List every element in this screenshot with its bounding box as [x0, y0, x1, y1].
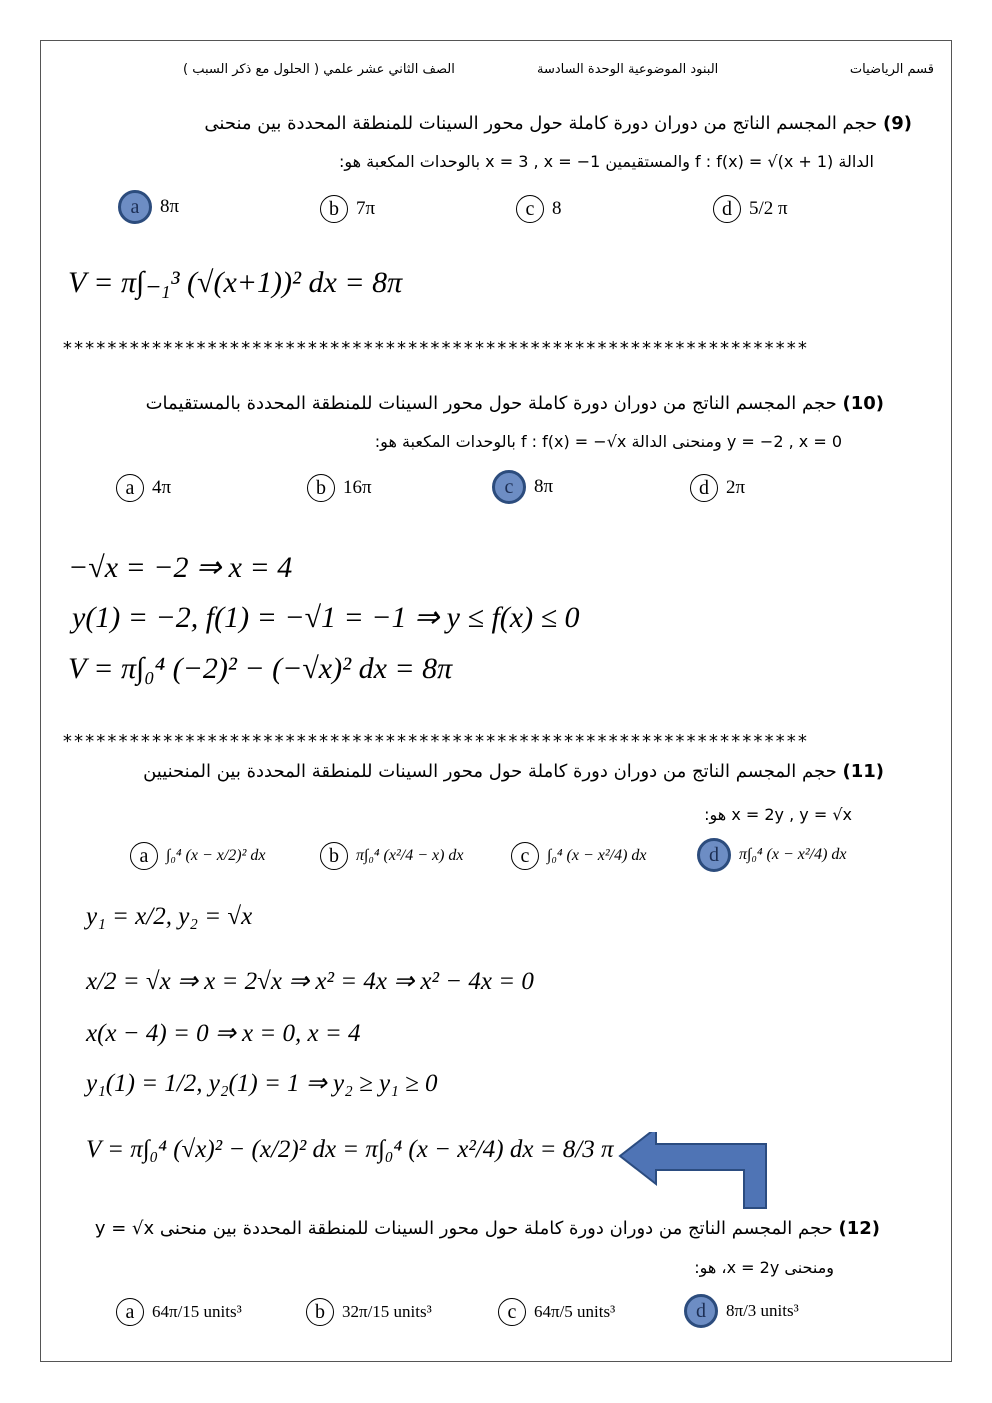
q9-solution-line1: V = π∫₋₁³ (√(x+1))² dx = 8π: [68, 266, 403, 299]
q11-solution-line5: V = π∫₀⁴ (√x)² − (x/2)² dx = π∫₀⁴ (x − x²/4) dx = 8/3 π: [86, 1136, 614, 1163]
separator-2: *******************************************************************: [62, 731, 809, 752]
q10-text-line2: y = −2 , x = 0 ومنحنى الدالة f : f(x) = −√x بالوحدات المكعبة هو:: [374, 432, 842, 451]
answer-arrow-icon: [614, 1132, 774, 1212]
q12-option-d-marker: d: [684, 1294, 718, 1328]
q10-option-c-marker: c: [492, 470, 526, 504]
q11-text-line2: x = 2y , y = √x هو:: [704, 805, 852, 824]
q11-option-b[interactable]: b π∫₀⁴ (x²/4 − x) dx: [320, 842, 464, 870]
q12-option-d[interactable]: d 8π/3 units³: [684, 1294, 799, 1328]
q11-option-c-marker: c: [511, 842, 539, 870]
q12-option-a[interactable]: a 64π/15 units³: [116, 1298, 242, 1326]
q9-option-c-marker: c: [516, 195, 544, 223]
q10-option-a-marker: a: [116, 474, 144, 502]
q9-option-d-marker: d: [713, 195, 741, 223]
q12-option-b[interactable]: b 32π/15 units³: [306, 1298, 432, 1326]
header-unit: البنود الموضوعية الوحدة السادسة: [537, 62, 719, 77]
q10-option-c[interactable]: c 8π: [492, 470, 553, 504]
q11-solution-line1: y₁ = x/2, y₂ = √x: [86, 903, 253, 930]
q12-option-b-marker: b: [306, 1298, 334, 1326]
q9-option-d[interactable]: d 5/2 π: [713, 195, 788, 223]
q9-option-a[interactable]: a 8π: [118, 190, 179, 224]
q9-option-b-marker: b: [320, 195, 348, 223]
q11-solution-line2: x/2 = √x ⇒ x = 2√x ⇒ x² = 4x ⇒ x² − 4x = 0: [86, 968, 534, 995]
q11-solution-line3: x(x − 4) = 0 ⇒ x = 0, x = 4: [86, 1020, 361, 1047]
q10-option-b[interactable]: b 16π: [307, 474, 372, 502]
q10-number: (10): [842, 393, 884, 414]
q10-solution-line2: y(1) = −2, f(1) = −√1 = −1 ⇒ y ≤ f(x) ≤ 0: [72, 601, 580, 634]
q10-option-b-marker: b: [307, 474, 335, 502]
q9-text-line1: (9) حجم المجسم الناتج من دوران دورة كاملة حول محور السينات للمنطقة المحددة بين منحنى: [204, 113, 912, 134]
q10-solution-line3: V = π∫₀⁴ (−2)² − (−√x)² dx = 8π: [68, 652, 453, 685]
q12-text-line1: (12) حجم المجسم الناتج من دوران دورة كاملة حول محور السينات للمنطقة المحددة بين منحنى y = √x: [94, 1218, 880, 1239]
q12-option-a-marker: a: [116, 1298, 144, 1326]
q11-solution-line4: y₁(1) = 1/2, y₂(1) = 1 ⇒ y₂ ≥ y₁ ≥ 0: [86, 1070, 438, 1097]
q9-option-a-marker: a: [118, 190, 152, 224]
q11-option-d-marker: d: [697, 838, 731, 872]
q12-option-c[interactable]: c 64π/5 units³: [498, 1298, 615, 1326]
q11-number: (11): [842, 761, 884, 782]
q12-text-line2: ومنحنى x = 2y، هو:: [694, 1258, 834, 1277]
q12-number: (12): [838, 1218, 880, 1239]
q10-text-line1: (10) حجم المجسم الناتج من دوران دورة كاملة حول محور السينات للمنطقة المحددة بالمستقيمات: [145, 393, 884, 414]
header-grade: الصف الثاني عشر علمي ( الحلول مع ذكر السبب ): [183, 62, 455, 77]
q11-option-a[interactable]: a ∫₀⁴ (x − x/2)² dx: [130, 842, 266, 870]
q9-option-c[interactable]: c 8: [516, 195, 562, 223]
q9-option-b[interactable]: b 7π: [320, 195, 375, 223]
q10-solution-line1: −√x = −2 ⇒ x = 4: [68, 551, 293, 584]
q11-option-d[interactable]: d π∫₀⁴ (x − x²/4) dx: [697, 838, 847, 872]
answer-arrow-shape: [620, 1132, 766, 1208]
q10-option-a[interactable]: a 4π: [116, 474, 171, 502]
q10-option-d[interactable]: d 2π: [690, 474, 745, 502]
q9-number: (9): [883, 113, 912, 134]
q11-option-a-marker: a: [130, 842, 158, 870]
q12-option-c-marker: c: [498, 1298, 526, 1326]
q11-option-b-marker: b: [320, 842, 348, 870]
q10-option-d-marker: d: [690, 474, 718, 502]
separator-1: *******************************************************************: [62, 338, 809, 359]
header-department: قسم الرياضيات: [849, 62, 934, 77]
q9-text-line2: الدالة f : f(x) = √(x + 1) والمستقيمين x = 3 , x = −1 بالوحدات المكعبة هو:: [339, 152, 874, 171]
q11-text-line1: (11) حجم المجسم الناتج من دوران دورة كاملة حول محور السينات للمنطقة المحددة بين المنحنيين: [143, 761, 884, 782]
q11-option-c[interactable]: c ∫₀⁴ (x − x²/4) dx: [511, 842, 647, 870]
